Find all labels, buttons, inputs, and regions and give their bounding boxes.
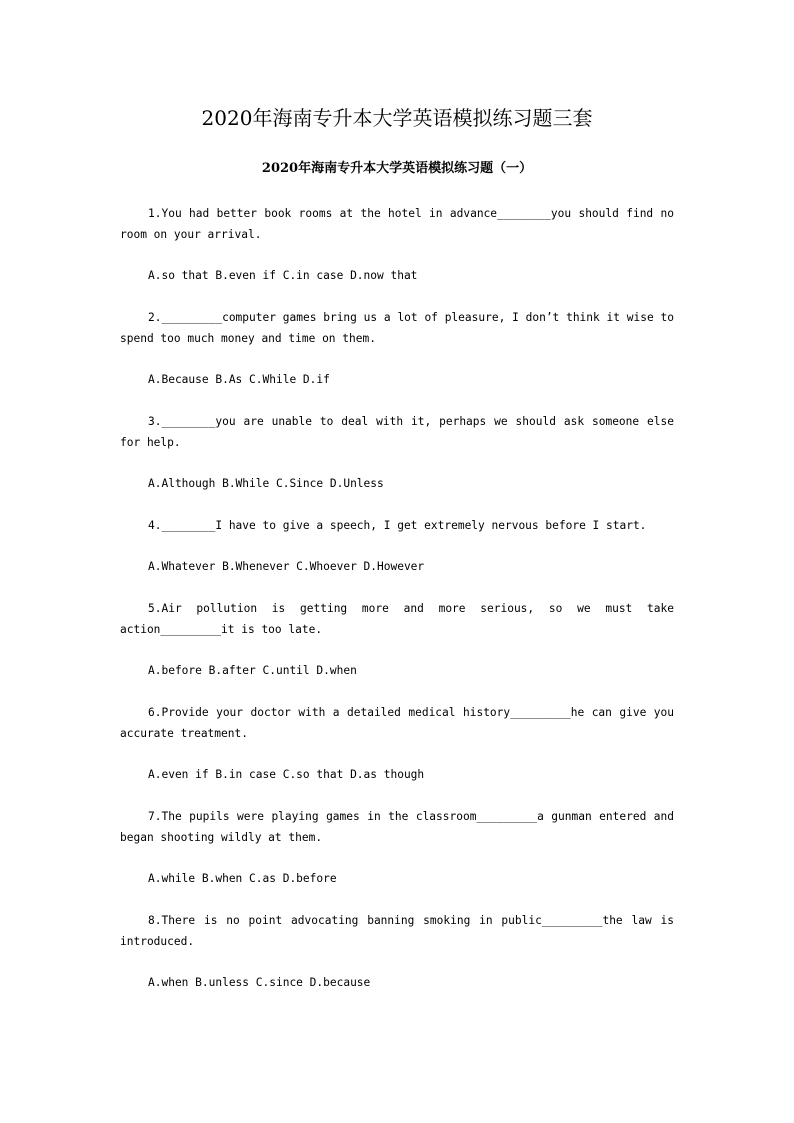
options-1: A.so that B.even if C.in case D.now that	[148, 269, 418, 282]
question-6: 6.Provide your doctor with a detailed medical history_________he can give you accurate treatment.	[120, 706, 674, 740]
question-8: 8.There is no point advocating banning smoking in public_________the law is introduced.	[120, 914, 674, 948]
options-5: A.before B.after C.until D.when	[148, 664, 357, 677]
options-7: A.while B.when C.as D.before	[148, 872, 337, 885]
question-1: 1.You had better book rooms at the hotel in advance________you should find no room on your arrival.	[120, 207, 674, 241]
options-2: A.Because B.As C.While D.if	[148, 373, 330, 386]
question-2: 2._________computer games bring us a lot of pleasure, I don’t think it wise to spend too much money and time on them.	[120, 311, 674, 345]
options-6: A.even if B.in case C.so that D.as though	[148, 768, 425, 781]
question-7: 7.The pupils were playing games in the classroom_________a gunman entered and began shooting wildly at them.	[120, 810, 674, 844]
question-3: 3.________you are unable to deal with it, perhaps we should ask someone else for help.	[120, 415, 674, 449]
section-title: 2020年海南专升本大学英语模拟练习题（一）	[261, 161, 533, 176]
document-title: 2020年海南专升本大学英语模拟练习题三套	[201, 106, 593, 130]
options-4: A.Whatever B.Whenever C.Whoever D.However	[148, 560, 425, 573]
question-4: 4.________I have to give a speech, I get extremely nervous before I start.	[148, 519, 647, 532]
question-5: 5.Air pollution is getting more and more serious, so we must take action_________it is too late.	[120, 602, 674, 636]
options-8: A.when B.unless C.since D.because	[148, 976, 371, 989]
options-3: A.Although B.While C.Since D.Unless	[148, 477, 384, 490]
